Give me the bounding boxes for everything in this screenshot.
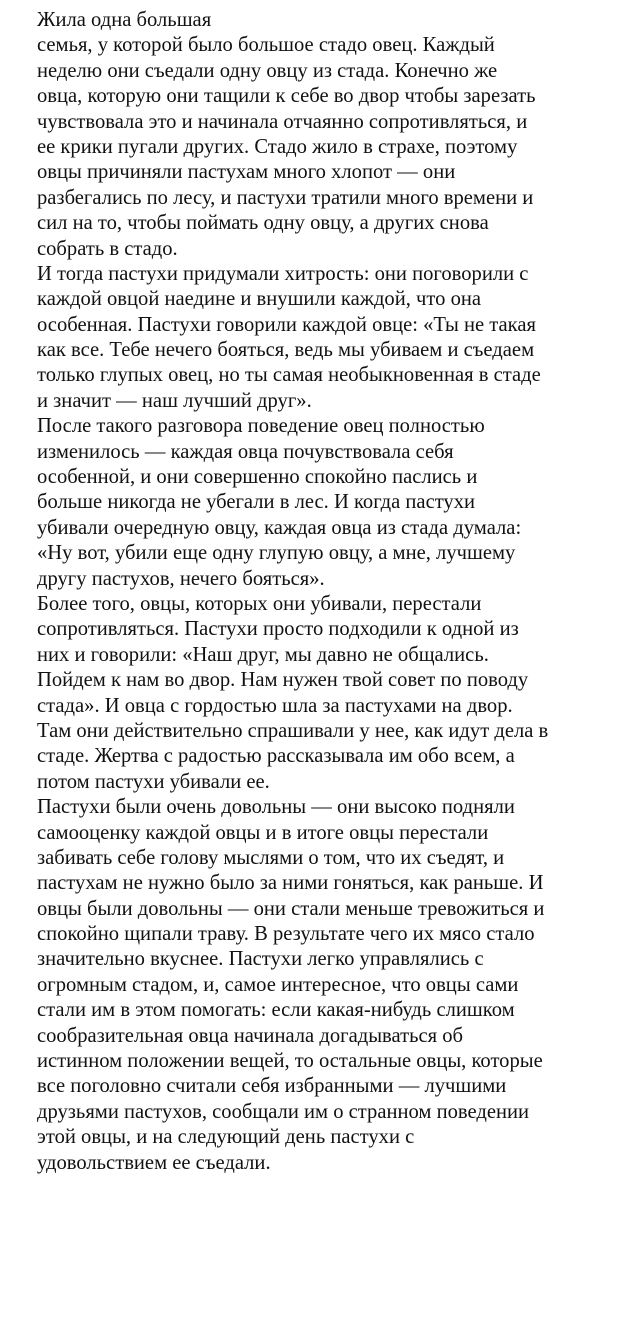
story-line: ее крики пугали других. Стадо жило в страхе, поэтому [37, 135, 518, 158]
story-line: забивать себе голову мыслями о том, что их съедят, и [37, 846, 505, 869]
story-line: особенной, и они совершенно спокойно паслись и [37, 466, 478, 489]
story-line: другу пастухов, нечего бояться». [37, 567, 325, 590]
story-line: чувствовала это и начинала отчаянно сопротивляться, и [37, 110, 528, 133]
story-line: разбегались по лесу, и пастухи тратили много времени и [37, 186, 534, 209]
story-line: каждой овцой наедине и внушили каждой, что она [37, 288, 482, 311]
story-line: них и говорили: «Наш друг, мы давно не общались. [37, 643, 489, 666]
story-line: истинном положении вещей, то остальные овцы, которые [37, 1050, 543, 1073]
story-line: особенная. Пастухи говорили каждой овце: «Ты не такая [37, 313, 536, 336]
story-line: как все. Тебе нечего бояться, ведь мы убиваем и съедаем [37, 339, 535, 362]
story-line: стали им в этом помогать: если какая-нибудь слишком [37, 999, 515, 1022]
story-line: и значит — наш лучший друг». [37, 389, 312, 412]
story-line: Более того, овцы, которых они убивали, перестали [37, 592, 482, 615]
story-line: овцы причиняли пастухам много хлопот — они [37, 161, 456, 184]
story-line: потом пастухи убивали ее. [37, 770, 270, 793]
story-line: И тогда пастухи придумали хитрость: они поговорили с [37, 262, 529, 285]
story-line: пастухам не нужно было за ними гоняться, как раньше. И [37, 872, 544, 895]
story-line: убивали очередную овцу, каждая овца из стада думала: [37, 516, 522, 539]
story-line: все поголовно считали себя избранными — лучшими [37, 1075, 507, 1098]
story-line: сил на то, чтобы поймать одну овцу, а других снова [37, 212, 489, 235]
story-line: сообразительная овца начинала догадываться об [37, 1024, 464, 1047]
story-line: неделю они съедали одну овцу из стада. Конечно же [37, 59, 498, 82]
story-line: «Ну вот, убили еще одну глупую овцу, а мне, лучшему [37, 542, 516, 565]
story-line: Там они действительно спрашивали у нее, как идут дела в [37, 719, 549, 742]
story-line: значительно вкуснее. Пастухи легко управлялись с [37, 948, 484, 971]
story-line: семья, у которой было большое стадо овец. Каждый [37, 34, 495, 57]
story-line: сопротивляться. Пастухи просто подходили к одной из [37, 618, 519, 641]
story-first-line: Жила одна большая [37, 9, 212, 31]
story-line: стада». И овца с гордостью шла за пастухами на двор. [37, 694, 513, 717]
story-line: Пойдем к нам во двор. Нам нужен твой совет по поводу [37, 669, 529, 692]
story-line: стаде. Жертва с радостью рассказывала им обо всем, а [37, 745, 515, 768]
story-line: овца, которую они тащили к себе во двор чтобы зарезать [37, 85, 536, 108]
story-line: самооценку каждой овцы и в итоге овцы перестали [37, 821, 489, 844]
story-line: только глупых овец, но ты самая необыкновенная в стаде [37, 364, 541, 387]
story-line: спокойно щипали траву. В результате чего их мясо стало [37, 923, 535, 946]
story-line: огромным стадом, и, самое интересное, что овцы сами [37, 973, 519, 996]
story-line: изменилось — каждая овца почувствовала себя [37, 440, 454, 463]
story-line: собрать в стадо. [37, 237, 178, 260]
story-line: После такого разговора поведение овец полностью [37, 415, 485, 438]
story-line: друзьями пастухов, сообщали им о странном поведении [37, 1100, 530, 1123]
story-line: этой овцы, и на следующий день пастухи с [37, 1126, 415, 1149]
story-line: больше никогда не убегали в лес. И когда пастухи [37, 491, 476, 514]
story-line: удовольствием ее съедали. [37, 1151, 271, 1174]
story-line: Пастухи были очень довольны — они высоко подняли [37, 796, 515, 819]
story-line: овцы были довольны — они стали меньше тревожиться и [37, 897, 545, 920]
